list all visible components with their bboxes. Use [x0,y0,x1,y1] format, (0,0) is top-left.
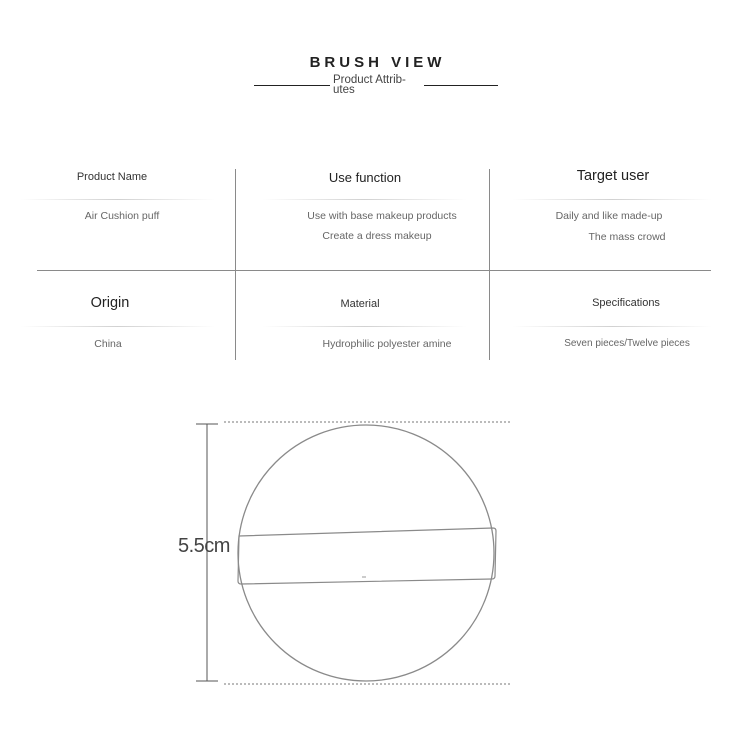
grid-divider-vertical-2 [489,169,490,360]
attr-underline [20,199,215,200]
attr-label-target-user: Target user [576,168,650,184]
attr-label-material: Material [340,298,380,310]
attr-value-use-function-1: Use with base makeup products [307,210,457,222]
page-title: BRUSH VIEW [309,54,446,71]
grid-divider-horizontal [37,270,711,271]
attr-label-specifications: Specifications [592,297,660,309]
attr-value-use-function-2: Create a dress makeup [322,230,432,242]
attr-underline [262,326,467,327]
attr-underline [512,326,712,327]
attr-value-product-name: Air Cushion puff [84,210,160,222]
puff-dimension-diagram [0,400,750,700]
attr-label-product-name: Product Name [76,171,148,183]
dimension-label: 5.5cm [178,535,230,557]
grid-divider-vertical-1 [235,169,236,360]
attr-value-material: Hydrophilic polyester amine [322,338,452,350]
attr-label-origin: Origin [90,295,130,311]
title-rule-left [254,85,330,86]
attr-underline [262,199,467,200]
attr-value-specifications: Seven pieces/Twelve pieces [564,338,690,349]
title-rule-right [424,85,498,86]
attr-value-origin: China [94,338,122,350]
attr-underline [512,199,712,200]
page-subtitle: Product Attrib- utes [333,74,406,96]
puff-strap [238,528,496,584]
puff-outline [238,425,494,681]
attr-value-target-user-1: Daily and like made-up [555,210,663,222]
attr-underline [20,326,215,327]
attr-label-use-function: Use function [328,170,402,185]
attr-value-target-user-2: The mass crowd [588,231,666,243]
